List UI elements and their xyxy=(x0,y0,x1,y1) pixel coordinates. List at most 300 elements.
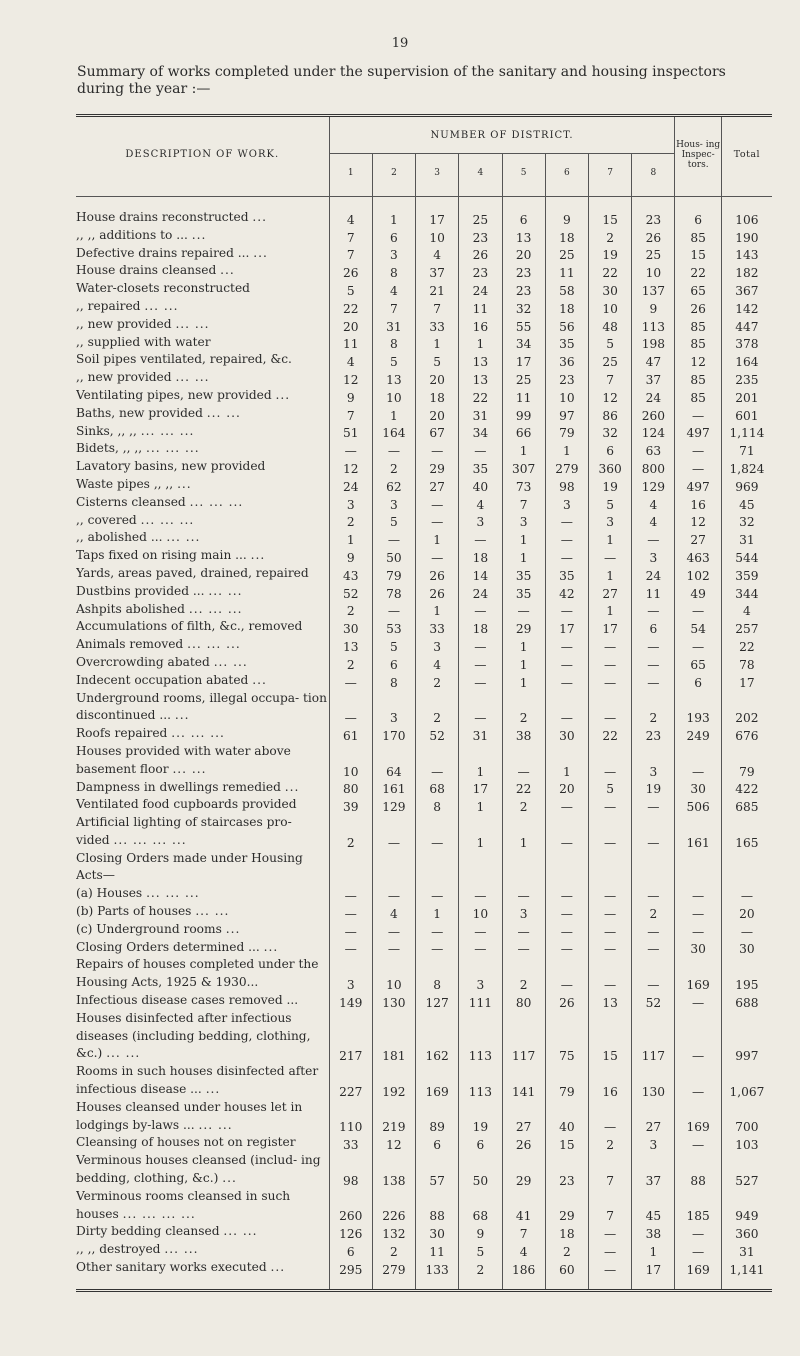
total-cell: 30 xyxy=(721,939,772,957)
district-cell: 23 xyxy=(545,369,588,387)
table-row xyxy=(76,351,772,369)
district-cell: 226 xyxy=(372,1188,415,1224)
district-cell: 9 xyxy=(329,387,372,405)
housing-cell: — xyxy=(675,636,721,654)
row-label-cell xyxy=(76,1259,329,1277)
housing-cell: — xyxy=(675,921,721,939)
district-cell: 24 xyxy=(459,280,502,298)
district-cell: 12 xyxy=(329,458,372,476)
table-row xyxy=(76,725,772,743)
district-cell: 10 xyxy=(372,956,415,992)
district-cell: 63 xyxy=(632,440,675,458)
district-cell: 17 xyxy=(632,1259,675,1277)
housing-cell: 26 xyxy=(675,298,721,316)
row-label: Yards, areas paved, drained, repaired xyxy=(76,565,309,580)
total-cell: 71 xyxy=(721,440,772,458)
district-cell: — xyxy=(632,672,675,690)
district-cell: 30 xyxy=(588,280,631,298)
total-cell: 1,141 xyxy=(721,1259,772,1277)
housing-cell: — xyxy=(675,1063,721,1099)
housing-cell: 85 xyxy=(675,227,721,245)
row-label-cell xyxy=(76,636,329,654)
district-cell: 260 xyxy=(329,1188,372,1224)
district-cell: — xyxy=(588,1099,631,1135)
district-cell: 7 xyxy=(329,227,372,245)
district-cell: — xyxy=(545,601,588,619)
row-label-cell xyxy=(76,690,329,726)
district-cell: 295 xyxy=(329,1259,372,1277)
row-label-cell xyxy=(76,1134,329,1152)
district-cell: 15 xyxy=(588,209,631,227)
district-cell: 48 xyxy=(588,316,631,334)
district-cell: 1 xyxy=(545,743,588,779)
district-cell: — xyxy=(416,814,459,850)
row-label: (c) Underground rooms xyxy=(76,921,222,936)
district-cell xyxy=(632,850,675,886)
district-cell: — xyxy=(416,885,459,903)
district-cell: 6 xyxy=(329,1241,372,1259)
row-label: (b) Parts of houses xyxy=(76,904,192,919)
district-cell: — xyxy=(545,796,588,814)
district-cell: — xyxy=(459,601,502,619)
district-cell: 86 xyxy=(588,405,631,423)
district-cell: 26 xyxy=(416,583,459,601)
row-label: ,, abolished ... xyxy=(76,530,163,545)
district-cell: 13 xyxy=(329,636,372,654)
row-label: Cisterns cleansed xyxy=(76,494,186,509)
district-cell: 13 xyxy=(459,351,502,369)
district-cell: 62 xyxy=(372,476,415,494)
housing-cell: 85 xyxy=(675,316,721,334)
district-cell: 26 xyxy=(545,992,588,1010)
district-cell: 4 xyxy=(416,245,459,263)
district-cell: 260 xyxy=(632,405,675,423)
district-cell: 30 xyxy=(545,725,588,743)
table-row xyxy=(76,1010,772,1063)
leader-dots: ... xyxy=(191,227,207,242)
district-cell: 10 xyxy=(459,903,502,921)
total-cell: 106 xyxy=(721,209,772,227)
district-cell: 30 xyxy=(416,1223,459,1241)
leader-dots: ... xyxy=(263,939,279,954)
district-cell: 35 xyxy=(502,583,545,601)
table-row xyxy=(76,690,772,726)
row-label: Underground rooms, illegal occupa- tion discontinued ... xyxy=(76,690,327,723)
district-cell: 17 xyxy=(416,209,459,227)
district-cell: — xyxy=(545,672,588,690)
district-cell: 130 xyxy=(372,992,415,1010)
leader-dots: ... ... xyxy=(144,298,179,313)
district-cell: 32 xyxy=(588,423,631,441)
district-cell: 7 xyxy=(502,1223,545,1241)
housing-cell: 12 xyxy=(675,512,721,530)
district-cell: — xyxy=(545,956,588,992)
district-cell: 50 xyxy=(372,547,415,565)
total-cell: 142 xyxy=(721,298,772,316)
housing-cell: 22 xyxy=(675,262,721,280)
district-cell: 126 xyxy=(329,1223,372,1241)
district-cell: 25 xyxy=(502,369,545,387)
district-cell: 23 xyxy=(459,227,502,245)
district-cell: 2 xyxy=(329,654,372,672)
housing-cell: 463 xyxy=(675,547,721,565)
district-cell: 6 xyxy=(632,618,675,636)
table-row xyxy=(76,956,772,992)
total-cell: 949 xyxy=(721,1188,772,1224)
district-cell: 360 xyxy=(588,458,631,476)
district-cell: 11 xyxy=(416,1241,459,1259)
table-row xyxy=(76,636,772,654)
district-cell: — xyxy=(588,1259,631,1277)
total-cell: 685 xyxy=(721,796,772,814)
row-label: ,, ,, additions to ... xyxy=(76,227,188,242)
district-header: 5 xyxy=(502,154,545,193)
total-cell: 190 xyxy=(721,227,772,245)
district-cell: 7 xyxy=(588,1188,631,1224)
district-cell: 52 xyxy=(329,583,372,601)
table-row xyxy=(76,1152,772,1188)
district-cell: 10 xyxy=(416,227,459,245)
row-label-cell xyxy=(76,405,329,423)
district-cell: 79 xyxy=(545,423,588,441)
table-row xyxy=(76,209,772,227)
district-cell: 20 xyxy=(416,369,459,387)
district-cell: 1 xyxy=(459,743,502,779)
district-cell: 68 xyxy=(459,1188,502,1224)
district-cell: — xyxy=(416,547,459,565)
row-label-cell xyxy=(76,494,329,512)
table-row xyxy=(76,476,772,494)
district-cell: 2 xyxy=(632,690,675,726)
district-cell: 2 xyxy=(588,1134,631,1152)
leader-dots: ... ... ... xyxy=(189,494,244,509)
district-cell: 17 xyxy=(502,351,545,369)
district-cell: — xyxy=(545,654,588,672)
district-cell: — xyxy=(632,921,675,939)
district-cell: 24 xyxy=(632,387,675,405)
leader-dots: ... ... ... xyxy=(171,726,225,741)
table-row xyxy=(76,1223,772,1241)
district-cell: 16 xyxy=(459,316,502,334)
row-label-cell xyxy=(76,796,329,814)
district-cell: — xyxy=(416,494,459,512)
row-label-cell xyxy=(76,850,329,886)
district-cell: 18 xyxy=(459,618,502,636)
housing-cell: — xyxy=(675,903,721,921)
district-cell: 32 xyxy=(502,298,545,316)
total-cell: 527 xyxy=(721,1152,772,1188)
district-cell: 47 xyxy=(632,351,675,369)
district-cell: 38 xyxy=(502,725,545,743)
district-cell: 149 xyxy=(329,992,372,1010)
district-cell: — xyxy=(545,885,588,903)
district-cell: — xyxy=(502,921,545,939)
district-cell: 50 xyxy=(459,1152,502,1188)
district-cell: 40 xyxy=(545,1099,588,1135)
district-cell: — xyxy=(502,743,545,779)
district-cell: 35 xyxy=(502,565,545,583)
table-row xyxy=(76,921,772,939)
district-cell: 6 xyxy=(588,440,631,458)
district-cell: 75 xyxy=(545,1010,588,1063)
leader-dots: ... ... xyxy=(175,370,210,385)
table-row xyxy=(76,512,772,530)
row-label: (a) Houses xyxy=(76,886,143,901)
district-cell: 38 xyxy=(632,1223,675,1241)
table-row xyxy=(76,565,772,583)
district-cell: 67 xyxy=(416,423,459,441)
total-cell: — xyxy=(721,885,772,903)
district-cell: 1 xyxy=(632,1241,675,1259)
district-cell: 10 xyxy=(632,262,675,280)
district-cell: — xyxy=(372,440,415,458)
district-cell: 7 xyxy=(372,298,415,316)
row-label-cell xyxy=(76,956,329,992)
row-label-cell xyxy=(76,743,329,779)
district-cell: 13 xyxy=(372,369,415,387)
district-cell: 133 xyxy=(416,1259,459,1277)
district-cell: 1 xyxy=(502,672,545,690)
row-label-cell xyxy=(76,565,329,583)
row-label: ,, covered xyxy=(76,512,137,527)
housing-cell: — xyxy=(675,992,721,1010)
housing-cell: 506 xyxy=(675,796,721,814)
leader-dots: ... ... xyxy=(106,1046,141,1061)
district-cell: 3 xyxy=(459,956,502,992)
table-row xyxy=(76,1063,772,1099)
district-cell: 14 xyxy=(459,565,502,583)
district-cell: 6 xyxy=(502,209,545,227)
district-cell: 34 xyxy=(502,334,545,352)
leader-dots: ... ... xyxy=(172,761,207,776)
district-cell: — xyxy=(416,939,459,957)
leader-dots: ... xyxy=(225,921,241,936)
district-cell: 124 xyxy=(632,423,675,441)
district-cell: — xyxy=(502,939,545,957)
district-cell: 11 xyxy=(329,334,372,352)
district-cell: 3 xyxy=(459,512,502,530)
total-header: Total xyxy=(721,117,772,192)
row-label: Houses provided with water above basement floor xyxy=(76,743,291,776)
housing-cell: 85 xyxy=(675,334,721,352)
leader-dots: ... ... ... xyxy=(140,423,195,438)
district-cell: — xyxy=(588,636,631,654)
district-cell: 29 xyxy=(416,458,459,476)
district-cell: 4 xyxy=(459,494,502,512)
district-cell: 1 xyxy=(416,601,459,619)
district-cell: — xyxy=(502,885,545,903)
district-cell: 36 xyxy=(545,351,588,369)
district-cell: 45 xyxy=(632,1188,675,1224)
district-cell: 52 xyxy=(632,992,675,1010)
district-cell: 4 xyxy=(372,280,415,298)
district-cell: 8 xyxy=(372,334,415,352)
district-cell: — xyxy=(372,939,415,957)
row-label: Verminous houses cleansed (includ- ing bedding, clothing, &c.) xyxy=(76,1153,321,1186)
district-cell: 20 xyxy=(416,405,459,423)
total-cell: 367 xyxy=(721,280,772,298)
district-cell: 26 xyxy=(416,565,459,583)
district-cell: 1 xyxy=(502,529,545,547)
district-cell: 130 xyxy=(632,1063,675,1099)
district-cell: 181 xyxy=(372,1010,415,1063)
district-cell: 3 xyxy=(372,494,415,512)
row-label-cell xyxy=(76,245,329,263)
row-label-cell xyxy=(76,298,329,316)
district-cell: 23 xyxy=(502,262,545,280)
district-cell: 31 xyxy=(459,405,502,423)
table-row xyxy=(76,458,772,476)
district-cell: — xyxy=(372,814,415,850)
total-cell: 676 xyxy=(721,725,772,743)
housing-cell: 65 xyxy=(675,654,721,672)
leader-dots: ... xyxy=(174,708,190,723)
district-cell: 117 xyxy=(502,1010,545,1063)
table-row xyxy=(76,369,772,387)
housing-cell: 15 xyxy=(675,245,721,263)
row-label-cell xyxy=(76,547,329,565)
district-cell: 1 xyxy=(329,529,372,547)
district-cell: 7 xyxy=(416,298,459,316)
district-cell: 10 xyxy=(545,387,588,405)
district-cell: 5 xyxy=(372,351,415,369)
row-label-cell xyxy=(76,262,329,280)
row-label-cell xyxy=(76,1223,329,1241)
district-cell: 33 xyxy=(329,1134,372,1152)
district-cell: 4 xyxy=(416,654,459,672)
district-cell: 33 xyxy=(416,618,459,636)
district-cell: 34 xyxy=(459,423,502,441)
leader-dots: ... xyxy=(252,210,268,224)
district-cell: 7 xyxy=(329,245,372,263)
district-cell: — xyxy=(459,939,502,957)
table-row xyxy=(76,280,772,298)
total-cell: 1,114 xyxy=(721,423,772,441)
district-cell: 1 xyxy=(416,529,459,547)
district-cell: 29 xyxy=(545,1188,588,1224)
district-cell xyxy=(372,850,415,886)
row-label: Closing Orders determined ... xyxy=(76,939,260,954)
total-cell: 700 xyxy=(721,1099,772,1135)
district-cell: 3 xyxy=(329,494,372,512)
row-label-cell xyxy=(76,280,329,298)
district-cell: 18 xyxy=(416,387,459,405)
leader-dots: ... xyxy=(284,779,300,794)
leader-dots: ... xyxy=(253,245,268,260)
district-cell: — xyxy=(545,547,588,565)
district-cell: 141 xyxy=(502,1063,545,1099)
district-cell: 26 xyxy=(502,1134,545,1152)
district-cell: 7 xyxy=(502,494,545,512)
total-cell: — xyxy=(721,921,772,939)
housing-cell: — xyxy=(675,1134,721,1152)
district-cell: 8 xyxy=(416,796,459,814)
table-row xyxy=(76,850,772,886)
leader-dots: ... ... xyxy=(206,405,241,420)
total-cell: 422 xyxy=(721,779,772,797)
row-label: Taps fixed on rising main ... xyxy=(76,548,247,563)
district-cell: 17 xyxy=(588,618,631,636)
total-cell: 235 xyxy=(721,369,772,387)
district-cell: 113 xyxy=(459,1010,502,1063)
district-cell: 3 xyxy=(632,547,675,565)
row-label-cell xyxy=(76,583,329,601)
row-label: Repairs of houses completed under the Housing Acts, 1925 & 1930... xyxy=(76,957,319,990)
district-cell xyxy=(329,850,372,886)
district-cell: 5 xyxy=(588,494,631,512)
housing-cell: 185 xyxy=(675,1188,721,1224)
district-cell: — xyxy=(588,956,631,992)
district-cell: 61 xyxy=(329,725,372,743)
district-cell: 9 xyxy=(632,298,675,316)
district-cell: — xyxy=(545,939,588,957)
district-cell: 1 xyxy=(502,636,545,654)
district-cell: 88 xyxy=(416,1188,459,1224)
district-cell: 129 xyxy=(632,476,675,494)
housing-cell: — xyxy=(675,458,721,476)
total-cell: 201 xyxy=(721,387,772,405)
row-label: Ventilated food cupboards provided xyxy=(76,797,297,812)
district-cell: — xyxy=(372,601,415,619)
table-row xyxy=(76,547,772,565)
leader-dots: ... xyxy=(252,672,267,687)
district-cell: 27 xyxy=(502,1099,545,1135)
table-row xyxy=(76,939,772,957)
district-cell: 37 xyxy=(416,262,459,280)
housing-cell: 30 xyxy=(675,779,721,797)
summary-table xyxy=(76,114,772,1292)
district-cell: 12 xyxy=(372,1134,415,1152)
district-cell: 20 xyxy=(502,245,545,263)
district-cell: 6 xyxy=(459,1134,502,1152)
district-cell: — xyxy=(588,1223,631,1241)
total-cell: 143 xyxy=(721,245,772,263)
district-cell: 66 xyxy=(502,423,545,441)
district-cell: 4 xyxy=(502,1241,545,1259)
district-cell: 25 xyxy=(545,245,588,263)
table-row xyxy=(76,227,772,245)
total-cell: 378 xyxy=(721,334,772,352)
row-label-cell xyxy=(76,1099,329,1135)
leader-dots: ... ... xyxy=(166,530,201,545)
leader-dots: ... ... ... xyxy=(188,601,243,616)
row-label: Animals removed xyxy=(76,637,184,652)
housing-cell: — xyxy=(675,1010,721,1063)
district-cell: — xyxy=(416,921,459,939)
district-cell: 98 xyxy=(329,1152,372,1188)
district-cell: 27 xyxy=(632,1099,675,1135)
leader-dots: ... ... ... xyxy=(146,441,200,456)
district-cell: — xyxy=(588,672,631,690)
district-cell: 11 xyxy=(459,298,502,316)
district-cell: 3 xyxy=(632,743,675,779)
district-cell: 8 xyxy=(372,672,415,690)
table-row xyxy=(76,387,772,405)
district-header: 2 xyxy=(372,154,415,193)
district-cell xyxy=(502,850,545,886)
district-cell: — xyxy=(459,440,502,458)
district-cell: 33 xyxy=(416,316,459,334)
table-row xyxy=(76,583,772,601)
total-cell: 257 xyxy=(721,618,772,636)
district-cell: — xyxy=(545,814,588,850)
district-cell: 2 xyxy=(329,601,372,619)
housing-cell: 49 xyxy=(675,583,721,601)
district-cell: 137 xyxy=(632,280,675,298)
district-cell: 19 xyxy=(459,1099,502,1135)
housing-cell: — xyxy=(675,601,721,619)
district-cell: 2 xyxy=(372,458,415,476)
